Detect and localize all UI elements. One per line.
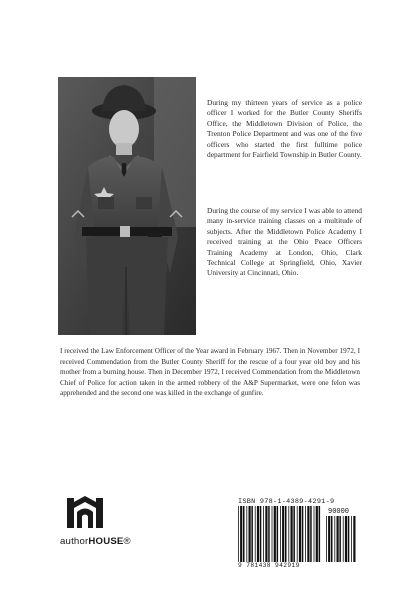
barcode-bar [305, 506, 306, 562]
barcode-bar [268, 506, 270, 562]
barcode-bar [353, 516, 355, 562]
barcode-bar [243, 506, 245, 562]
barcode-bars [238, 506, 356, 564]
barcode-bar [351, 516, 352, 562]
barcode-bar [282, 506, 284, 562]
publisher-name [60, 536, 131, 547]
barcode-bar [299, 506, 301, 562]
barcode-bar [302, 506, 304, 562]
barcode-bar [310, 506, 312, 562]
barcode-bar [246, 506, 247, 562]
barcode-bar [255, 506, 256, 562]
barcode-bar [260, 506, 262, 562]
barcode-bar [277, 506, 279, 562]
barcode-bar [314, 506, 315, 562]
barcode-bar [316, 506, 318, 562]
barcode-bar [345, 516, 347, 562]
barcode-bar [337, 516, 339, 562]
ean-digits: 9 781438 942919 [238, 562, 300, 569]
barcode-bar [348, 516, 350, 562]
barcode-bar [339, 516, 341, 562]
barcode-bar [334, 516, 335, 562]
publisher-logo [60, 496, 140, 556]
officer-portrait-photo [58, 77, 196, 335]
barcode-bar [297, 506, 298, 562]
barcode-bar [238, 506, 239, 562]
barcode-bar [319, 506, 321, 562]
publisher-name-author: author [60, 536, 89, 547]
barcode-bar [285, 506, 287, 562]
isbn-barcode [236, 498, 356, 573]
barcode-bar [263, 506, 264, 562]
publisher-name-house: HOUSE [88, 536, 124, 547]
barcode-bar [240, 506, 242, 562]
barcode-bar [331, 516, 333, 562]
barcode-bar [274, 506, 276, 562]
isbn-label: ISBN 978-1-4389-4291-9 [238, 498, 335, 506]
bio-paragraph-service: During my thirteen years of service as a police officer I worked for the Butler County Sheriffs Office, the Middletown Division of Police, the Trenton Police Department and was one of the five officers who started the first fulltime police department for Fairfield Township in Butler County. [207, 98, 362, 160]
barcode-bar [280, 506, 281, 562]
barcode-bar [288, 506, 289, 562]
barcode-bar [272, 506, 273, 562]
barcode-bar [249, 506, 251, 562]
authorhouse-logo-icon [66, 496, 104, 530]
bio-paragraph-training: During the course of my service I was able to attend many in-service training classes on a multitude of subjects. After the Middletown Police Academy I received training at the Ohio Peace Officers Training Academy at London, Ohio, Clark Technical College at Springfield, Ohio, Xavier University at Cincinnati, Ohio. [207, 206, 362, 278]
bio-paragraph-awards: I received the Law Enforcement Officer of the Year award in February 1967. Then in November 1972, I received Commendation from the Butler County Sheriff for the rescue of a four year old boy and his mother from a burning house. Then in December 1972, I received Commendation from the Middletown Chief of Police for action taken in the armed robbery of the A&P Supermarket, were one felon was apprehended and the second one was killed in the exchange of gunfire. [60, 347, 360, 398]
barcode-bar [307, 506, 309, 562]
barcode-bar [251, 506, 253, 562]
registered-mark: ® [123, 536, 131, 547]
price-code: 90000 [328, 508, 350, 516]
barcode-bar [343, 516, 344, 562]
barcode-bar [326, 516, 327, 562]
barcode-bar [265, 506, 267, 562]
barcode-bar [291, 506, 293, 562]
barcode-bar [293, 506, 295, 562]
barcode-bar [257, 506, 259, 562]
barcode-bar [328, 516, 330, 562]
